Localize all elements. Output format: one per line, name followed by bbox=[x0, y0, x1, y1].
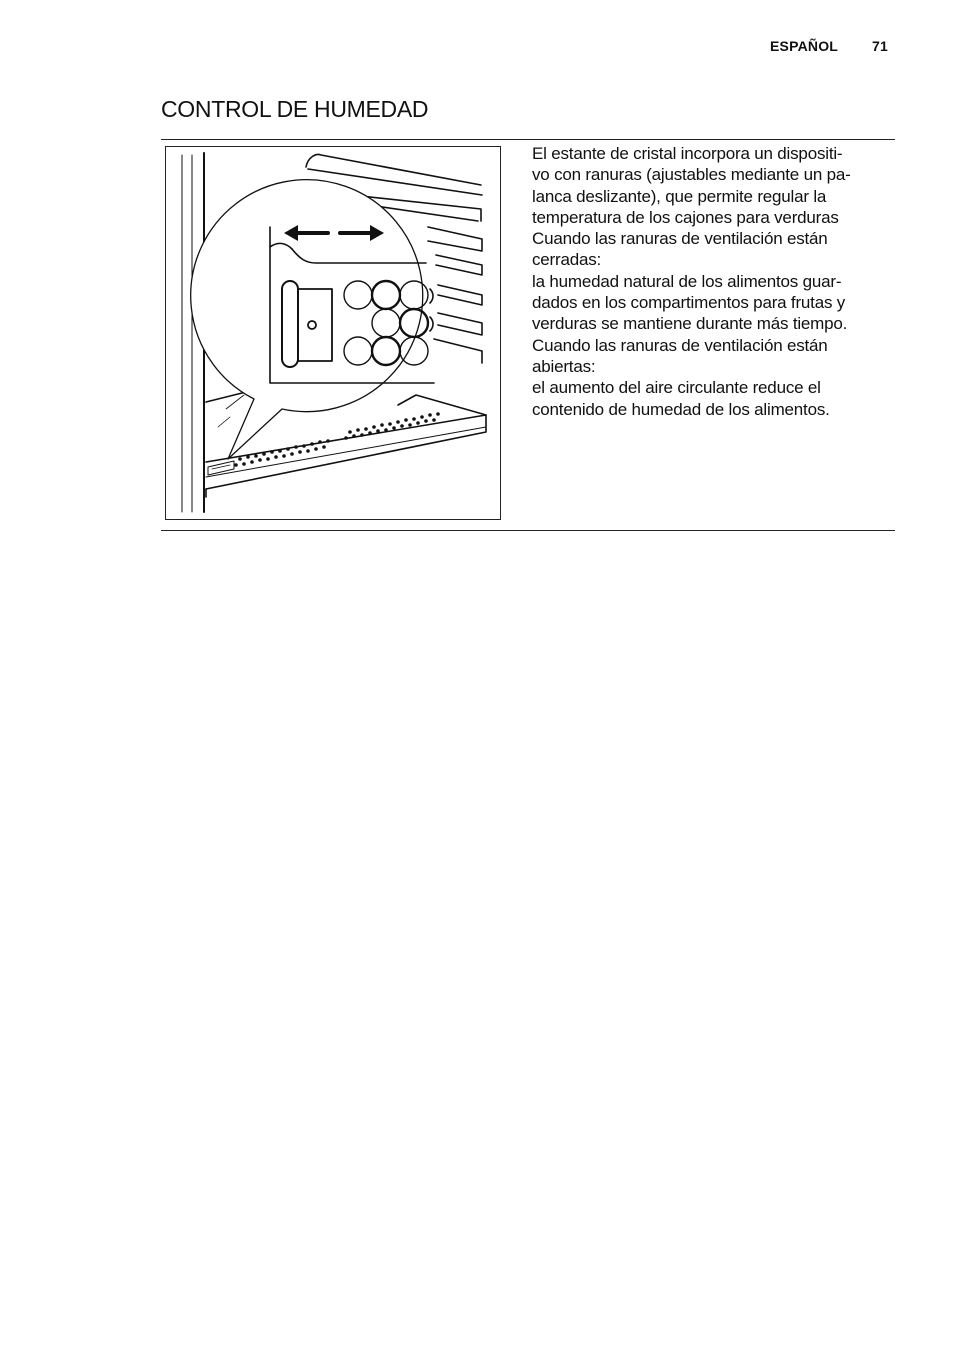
text-line: dados en los compartimentos para frutas y bbox=[532, 293, 846, 313]
text-line: vo con ranuras (ajustables mediante un pa- bbox=[532, 165, 851, 185]
page-number: 71 bbox=[872, 38, 888, 54]
text-line: contenido de humedad de los alimentos. bbox=[532, 399, 830, 419]
header-language: ESPAÑOL bbox=[770, 38, 839, 54]
text-line: lanca deslizante), que permite regular la bbox=[532, 186, 827, 206]
text-line: cerradas: bbox=[532, 250, 602, 270]
running-header bbox=[760, 38, 890, 58]
text-line: Cuando las ranuras de ventilación están bbox=[532, 229, 828, 249]
text-line: Cuando las ranuras de ventilación están bbox=[532, 335, 828, 355]
text-line: verduras se mantiene durante más tiempo. bbox=[532, 314, 848, 334]
section-title: CONTROL DE HUMEDAD bbox=[161, 96, 429, 122]
humidity-control-slider-illustration-icon bbox=[166, 147, 500, 519]
text-line: temperatura de los cajones para verduras bbox=[532, 207, 839, 227]
text-line: el aumento del aire circulante reduce el bbox=[532, 378, 821, 398]
section-bottom-rule bbox=[161, 530, 895, 531]
section-top-rule bbox=[161, 139, 895, 140]
text-line: la humedad natural de los alimentos guar- bbox=[532, 271, 842, 291]
humidity-control-figure bbox=[165, 146, 501, 520]
text-line: El estante de cristal incorpora un dispositi- bbox=[532, 144, 843, 163]
body-text bbox=[532, 143, 894, 420]
text-line: abiertas: bbox=[532, 356, 596, 376]
